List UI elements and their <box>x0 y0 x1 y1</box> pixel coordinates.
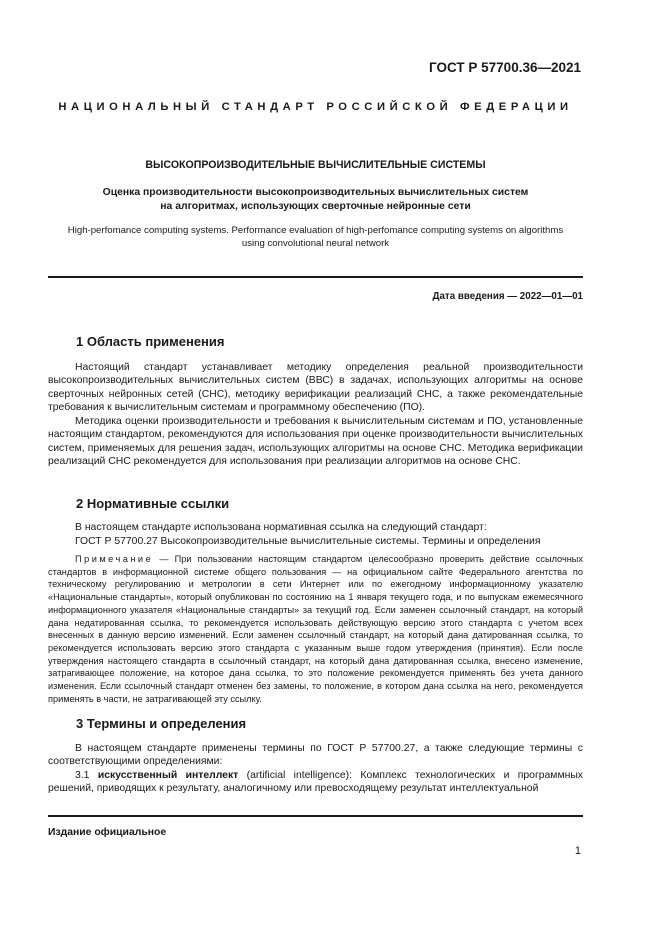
english-title <box>48 225 583 250</box>
section-3-paragraph-1: В настоящем стандарте применены термины по ГОСТ Р 57700.27, а также следующие термины с соответствующими определениями: <box>48 743 583 768</box>
section-2-paragraph-2: ГОСТ Р 57700.27 Высокопроизводительные вычислительные системы. Термины и определения <box>75 536 541 547</box>
note-text: — При пользовании настоящим стандартом целесообразно проверить действие ссылочных стандартов в информационной системе общего пользования — на официальном сайте Федерального агентства по техническому регулированию и метрологии в сети Интернет или по ежегодному информационному указателю «Национальные стандарты», который опубликован по состоянию на 1 января текущего года, и по выпускам ежемесячного информационного указателя «Национальные стандарты» за текущий год. Если заменен ссылочный стандарт, на который дана недатированная ссылка, то рекомендуется использовать действующую версию этого стандарта с учетом всех внесенных в данную версию изменений. Если заменен ссылочный стандарт, на который дана датированная ссылка, то рекомендуется использовать версию этого стандарта с указанным выше годом утверждения (принятия). Если после утверждения настоящего стандарта в ссылочный стандарт, на который дана датированная ссылка, внесено изменение, затрагивающее положение, на которое дана ссылка, то это положение рекомендуется применять без учета данного изменения. Если ссылочный стандарт отменен без замены, то положение, в котором дана ссылка на него, рекомендуется применять в части, не затрагивающей эту ссылку. <box>48 554 583 704</box>
subtitle-line-1: Оценка производительности высокопроизводительных вычислительных систем <box>102 187 529 198</box>
gost-number: ГОСТ Р 57700.36—2021 <box>429 60 581 75</box>
section-1-paragraph-2: Методика оценки производительности и требования к вычислительным системам и ПО, установленные настоящим стандартом, рекомендуются для использования при оценке производительности вычислительных систем, применяемых для решения задач, использующих алгоритмы на основе СНС. Методика верификации реализаций СНС рекомендуется для использования при реализации алгоритмов на основе СНС. <box>48 416 583 468</box>
section-1-paragraph-1: Настоящий стандарт устанавливает методику определения реальной производительности высокопроизводительных вычислительных систем (ВВС) в задачах, использующих алгоритмы на основе сверточных нейронных сетей (СНС), методику верификации реализаций СНС, а также рекомендательные требования к вычислительным системам и программному обеспечению (ПО). <box>48 362 583 414</box>
term-number: 3.1 <box>75 770 98 781</box>
page-number: 1 <box>574 845 581 857</box>
official-edition-label: Издание официальное <box>48 827 167 838</box>
english-title-line-1: High-perfomance computing systems. Performance evaluation of high-perfomance computing systems on algorithms <box>67 225 564 236</box>
section-2-note <box>48 553 583 705</box>
document-title: ВЫСОКОПРОИЗВОДИТЕЛЬНЫЕ ВЫЧИСЛИТЕЛЬНЫЕ СИСТЕМЫ <box>145 159 486 171</box>
section-1-heading: 1 Область применения <box>76 334 225 349</box>
section-2-heading: 2 Нормативные ссылки <box>76 496 230 511</box>
term-3-1-definition <box>48 769 583 796</box>
header-divider <box>48 276 583 278</box>
section-3-heading: 3 Термины и определения <box>76 716 247 731</box>
document-subtitle <box>48 186 583 214</box>
english-title-line-2: using convolutional neural network <box>241 237 390 249</box>
section-2-paragraph-1: В настоящем стандарте использована нормативная ссылка на следующий стандарт: <box>75 522 487 533</box>
introduction-date: Дата введения — 2022—01—01 <box>432 291 583 302</box>
subtitle-line-2: на алгоритмах, использующих сверточные нейронные сети <box>160 201 471 212</box>
note-label: Примечание <box>75 554 154 564</box>
national-standard-banner: НАЦИОНАЛЬНЫЙ СТАНДАРТ РОССИЙСКОЙ ФЕДЕРАЦИИ <box>58 101 573 113</box>
footer-divider <box>48 815 583 817</box>
term-name: искусственный интеллект <box>97 770 239 781</box>
term-text: (artificial intelligence): Комплекс технологических и программных решений, приводящих к результату, аналогичному или превосходящему результат интеллектуальной <box>48 770 583 795</box>
